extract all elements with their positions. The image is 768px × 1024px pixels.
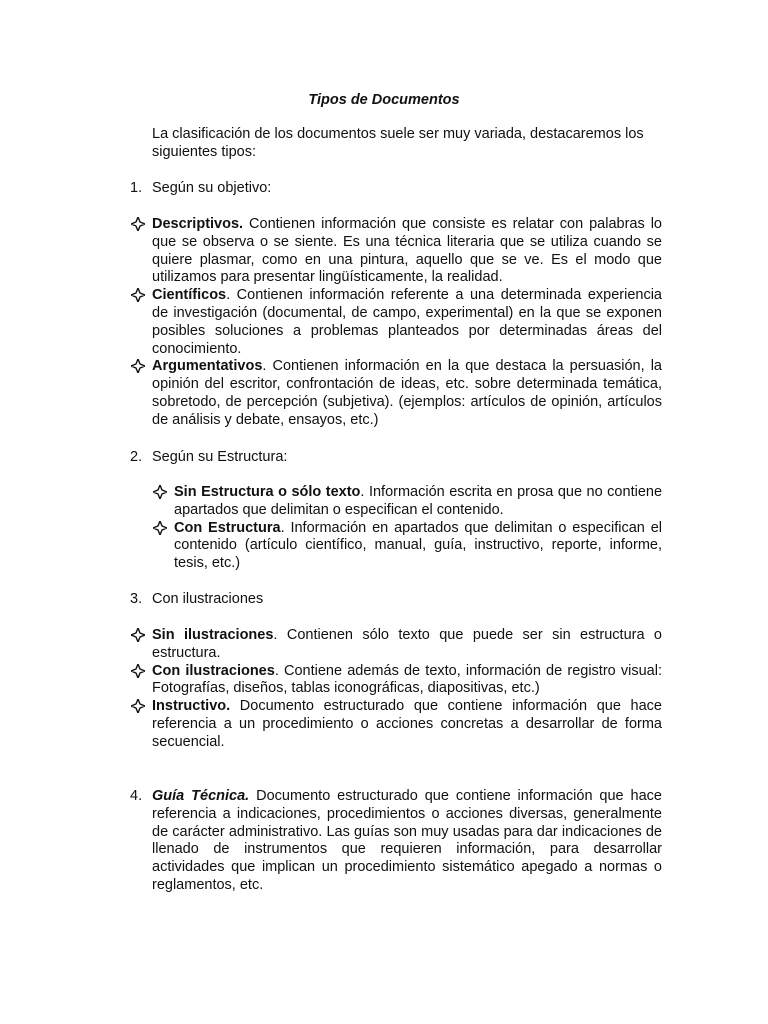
section-2-list <box>152 484 662 573</box>
item-term: Descriptivos. <box>152 216 244 232</box>
section-heading-text: Con ilustraciones <box>152 591 264 607</box>
section-1-list <box>130 216 662 430</box>
diamond-bullet-icon <box>131 359 145 373</box>
item-text: . Información escrita en prosa que no contiene apartados que delimitan o especifican el contenido. <box>174 484 663 518</box>
item-term: Sin ilustraciones <box>152 627 274 643</box>
diamond-bullet-icon <box>131 664 145 678</box>
diamond-bullet-icon <box>153 485 167 499</box>
section-1-heading <box>130 180 670 198</box>
diamond-bullet-icon <box>131 288 145 302</box>
item-text: Documento estructurado que contiene información que hace referencia a un procedimiento o acciones concretas a desarrollar de forma secuencial. <box>152 698 662 750</box>
document-title: Tipos de Documentos <box>308 92 460 108</box>
item-term: Con Estructura <box>174 519 281 536</box>
section-number: 2. <box>130 449 143 465</box>
list-item <box>130 287 662 358</box>
list-item <box>130 216 662 287</box>
item-term: Argumentativos <box>152 358 263 375</box>
item-text: . Contienen información referente a una determinada experiencia de investigación (documental, de campo, experimental) en la que se exponen posibles soluciones a problemas planteados por determinadas áreas del conocimiento. <box>152 287 662 357</box>
section-2-heading <box>130 449 670 467</box>
diamond-bullet-icon <box>131 628 145 642</box>
list-item <box>130 627 662 663</box>
list-item <box>130 358 662 429</box>
item-text: Contienen información que consiste es relatar con palabras lo que se observa o se siente. Es una técnica literaria que se utiliza cuando se quiere plasmar, como en una pintura, aquello que se ve. Es el modo que utilizamos para presentar lingüísticamente, la realidad. <box>152 216 662 286</box>
item-text: Documento estructurado que contiene información que hace referencia a indicaciones, procedimientos o acciones diversas, generalmente de carácter administrativo. Las guías son muy usadas para dar indicaciones de llenado de instrumentos que requieren información, para desarrollar actividades que implican un procedimiento sistemático apegado a normas o reglamentos, etc. <box>152 788 662 893</box>
section-number: 1. <box>130 180 143 196</box>
section-heading-text: Según su Estructura: <box>152 449 288 465</box>
list-item <box>130 698 662 751</box>
item-text: . Información en apartados que delimitan o especifican el contenido (artículo científico, manual, guía, instructivo, reporte, informe, tesis, etc.) <box>174 519 662 572</box>
diamond-bullet-icon <box>131 699 145 713</box>
item-term: Guía Técnica. <box>152 788 250 804</box>
item-term: Con ilustraciones <box>152 662 275 679</box>
section-4 <box>130 788 662 895</box>
item-text: . Contienen información en la que destaca la persuasión, la opinión del escritor, confrontación de ideas, etc. sobre determinada temática, sobretodo, de percepción (subjetiva). (ejemplos: artículos de opinión, artículos de análisis y debate, ensayos, etc.) <box>152 358 662 428</box>
list-item <box>130 663 662 699</box>
section-3-heading <box>130 591 670 609</box>
list-item <box>152 484 662 520</box>
item-term: Científicos <box>152 287 227 304</box>
intro-paragraph: La clasificación de los documentos suele ser muy variada, destacaremos los siguientes tipos: <box>152 126 644 160</box>
item-text: . Contiene además de texto, información de registro visual: Fotografías, diseños, tablas iconográficas, diapositivas, etc.) <box>152 662 662 697</box>
section-number: 4. <box>130 788 143 804</box>
item-term: Sin Estructura o sólo texto <box>174 484 361 500</box>
section-3-list <box>130 627 662 752</box>
section-number: 3. <box>130 591 143 607</box>
item-text: . Contienen sólo texto que puede ser sin estructura o estructura. <box>152 627 662 661</box>
section-heading-text: Según su objetivo: <box>152 180 272 196</box>
diamond-bullet-icon <box>131 217 145 231</box>
diamond-bullet-icon <box>153 521 167 535</box>
list-item <box>152 520 662 573</box>
item-term: Instructivo. <box>152 698 231 715</box>
